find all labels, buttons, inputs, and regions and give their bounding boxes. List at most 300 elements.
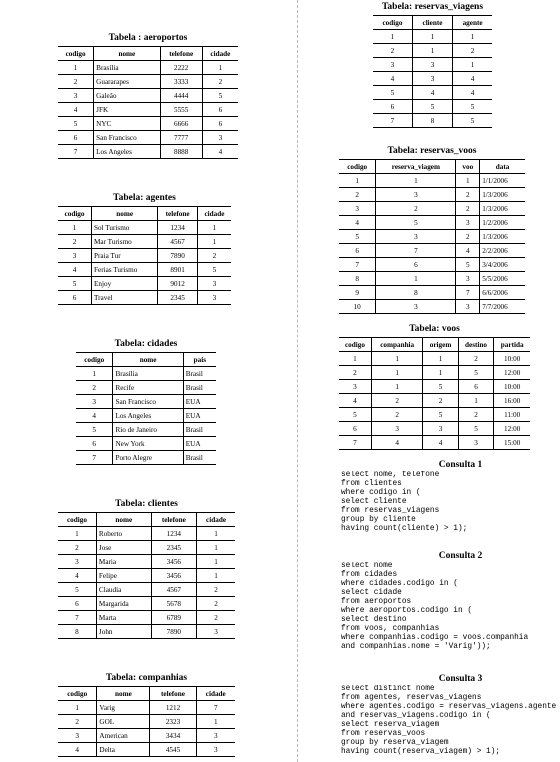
table-cell: 1 — [373, 30, 412, 44]
table-row — [76, 367, 216, 381]
table-cell: 2 — [58, 235, 92, 249]
table-cell: 6 — [339, 422, 371, 436]
table-cell: 2 — [58, 75, 94, 89]
table-cell: 5 — [423, 408, 458, 422]
table-cell: 4 — [423, 436, 458, 450]
table-row — [373, 100, 492, 114]
table-cell: 4 — [453, 86, 492, 100]
table-cell: JFK — [94, 103, 160, 117]
data-table — [58, 512, 235, 639]
consulta-3 — [341, 674, 560, 757]
column-header: codigo — [373, 16, 412, 30]
table-title: Tabela: reservas_voos — [387, 146, 477, 156]
table-cell: 4 — [453, 72, 492, 86]
table-cell: 5 — [458, 366, 494, 380]
table-cell: Brasil — [183, 367, 216, 381]
table-row — [58, 61, 238, 75]
consulta-2 — [341, 551, 560, 652]
table-cell: 2 — [58, 715, 97, 729]
table-cell: Travel — [92, 291, 158, 305]
column-header: data — [480, 160, 525, 174]
table-cell: 3 — [423, 422, 458, 436]
table-title: Tabela: cidades — [114, 339, 178, 349]
column-header: nome — [94, 47, 160, 61]
table-cell: 3 — [58, 249, 92, 263]
table-cell: 6 — [58, 131, 94, 145]
table-cell: Felipe — [96, 569, 151, 583]
table-reservas-viagens — [373, 2, 492, 128]
consulta-3-sql: select distinct nome from agentes, reservas_viagens where agentes.codigo = reservas_viagens.agente and reservas_viagens.codigo in ( select reserva_viagem from reservas_voos group by reserva_viagem having count(reserva_viagem) > 1); — [341, 685, 557, 756]
table-cell: 2 — [197, 597, 235, 611]
table-cell: 3333 — [160, 75, 202, 89]
table-cell: 2 — [371, 394, 423, 408]
table-cell: John — [96, 625, 151, 639]
table-cell: 3456 — [151, 569, 196, 583]
table-cell: 6 — [339, 244, 376, 258]
table-cell: 1 — [197, 541, 235, 555]
table-cell: 3 — [458, 436, 494, 450]
table-cell: 2 — [456, 202, 480, 216]
table-row — [58, 263, 231, 277]
table-cell: 1 — [376, 272, 456, 286]
column-divider — [297, 0, 298, 762]
table-cell: 1 — [197, 527, 235, 541]
table-cell: 1 — [456, 174, 480, 188]
table-row — [339, 394, 530, 408]
column-header: pais — [183, 353, 216, 367]
table-row — [76, 409, 216, 423]
table-row — [58, 145, 238, 159]
table-cell: 3 — [197, 291, 231, 305]
column-header: telefone — [150, 687, 196, 701]
column-header: cidade — [202, 47, 238, 61]
table-row — [339, 174, 525, 188]
table-cell: 1/1/2006 — [480, 174, 525, 188]
table-cell: 2 — [371, 408, 423, 422]
table-aeroportos — [58, 33, 238, 159]
table-row — [58, 611, 235, 625]
table-cell: 1 — [58, 527, 96, 541]
column-header: nome — [96, 513, 151, 527]
table-cell: 1 — [371, 366, 423, 380]
table-row — [58, 743, 235, 757]
table-cell: 3 — [58, 89, 94, 103]
table-cell: EUA — [183, 395, 216, 409]
table-cell: 5 — [458, 422, 494, 436]
table-cell: 1 — [197, 221, 231, 235]
table-row — [339, 272, 525, 286]
table-cell: Mar Turismo — [92, 235, 158, 249]
data-table — [76, 352, 216, 465]
table-cell: 2 — [456, 188, 480, 202]
table-row — [58, 555, 235, 569]
column-header: nome — [113, 353, 183, 367]
table-cell: 2 — [339, 366, 371, 380]
table-cell: 3 — [376, 230, 456, 244]
table-row — [58, 277, 231, 291]
table-cell: 3 — [412, 58, 452, 72]
table-cell: 7 — [58, 145, 94, 159]
column-header: nome — [97, 687, 150, 701]
table-cell: 3 — [339, 380, 371, 394]
table-cell: 1 — [423, 352, 458, 366]
table-cell: Jose — [96, 541, 151, 555]
table-cell: 12:00 — [494, 366, 530, 380]
table-cell: 2222 — [160, 61, 202, 75]
table-cell: Sol Turismo — [92, 221, 158, 235]
table-cell: 5 — [456, 258, 480, 272]
table-row — [76, 381, 216, 395]
table-cell: 1/3/2006 — [480, 202, 525, 216]
table-cell: 7890 — [158, 249, 198, 263]
table-cell: 1 — [196, 715, 235, 729]
table-cell: 5 — [376, 216, 456, 230]
table-cell: Claudia — [96, 583, 151, 597]
table-cell: 2 — [197, 249, 231, 263]
table-cell: 1 — [376, 174, 456, 188]
table-cell: 1/3/2006 — [480, 188, 525, 202]
column-header: destino — [458, 338, 494, 352]
column-header: partida — [494, 338, 530, 352]
table-cell: 2 — [339, 188, 376, 202]
table-cell: 8 — [58, 625, 96, 639]
table-row — [339, 244, 525, 258]
table-cell: EUA — [183, 409, 216, 423]
table-cell: 1 — [197, 235, 231, 249]
column-header: origem — [423, 338, 458, 352]
table-row — [339, 300, 525, 314]
table-cell: 3 — [376, 300, 456, 314]
table-row — [58, 597, 235, 611]
table-companhias — [58, 673, 235, 757]
consulta-2-sql: select nome from cidades where cidades.codigo in ( select cidade from aeroportos where aeroportos.codigo in ( select destino from voos, companhias where companhias.codigo = voos.companhia and companhias.nome = 'Varig')); — [341, 562, 529, 651]
consulta-1-sql: select nome, telefone from clientes where codigo in ( select cliente from reservas_viagens group by cliente having count(cliente) > 1); — [341, 471, 468, 533]
table-cell: Los Angeles — [113, 409, 183, 423]
header-row — [58, 513, 235, 527]
table-cell: 5 — [339, 230, 376, 244]
table-cell: 4 — [339, 216, 376, 230]
table-row — [58, 715, 235, 729]
table-row — [58, 291, 231, 305]
table-title: Tabela: reservas_viagens — [381, 2, 484, 12]
table-cell: 4545 — [150, 743, 196, 757]
table-title: Tabela: agentes — [113, 193, 176, 203]
table-row — [58, 75, 238, 89]
table-row — [339, 352, 530, 366]
table-cell: Galeão — [94, 89, 160, 103]
table-cell: 8888 — [160, 145, 202, 159]
table-cell: Brasil — [183, 381, 216, 395]
table-cell: 1 — [197, 555, 235, 569]
table-cell: Enjoy — [92, 277, 158, 291]
table-cell: 2/2/2006 — [480, 244, 525, 258]
table-cell: 3 — [456, 272, 480, 286]
table-cell: 6 — [373, 100, 412, 114]
table-cell: 3 — [412, 72, 452, 86]
column-header: cidade — [197, 207, 231, 221]
consulta-1 — [341, 460, 560, 534]
table-cell: 7 — [196, 701, 235, 715]
table-row — [339, 380, 530, 394]
table-row — [58, 103, 238, 117]
table-cell: 8901 — [158, 263, 198, 277]
column-header: nome — [92, 207, 158, 221]
table-cell: 5 — [412, 100, 452, 114]
table-cell: 8 — [412, 114, 452, 128]
table-row — [58, 729, 235, 743]
table-cell: 7 — [376, 244, 456, 258]
table-row — [58, 541, 235, 555]
table-cell: 4 — [58, 569, 96, 583]
table-row — [339, 286, 525, 300]
table-cell: 3 — [196, 729, 235, 743]
table-cell: NYC — [94, 117, 160, 131]
table-cell: 4 — [456, 244, 480, 258]
header-row — [58, 47, 238, 61]
table-cell: 3 — [456, 216, 480, 230]
table-cell: 6 — [202, 103, 238, 117]
consulta-2-title: Consulta 2 — [438, 551, 483, 561]
consulta-1-title: Consulta 1 — [438, 460, 483, 470]
table-cell: 3 — [58, 555, 96, 569]
table-cell: 3 — [202, 131, 238, 145]
table-cell: 8 — [376, 286, 456, 300]
table-cell: 3/4/2006 — [480, 258, 525, 272]
header-row — [339, 160, 525, 174]
table-row — [58, 569, 235, 583]
table-cell: 2323 — [150, 715, 196, 729]
table-cell: 7 — [58, 611, 96, 625]
header-row — [58, 207, 231, 221]
table-cell: Rio de Janeiro — [113, 423, 183, 437]
table-cell: 7777 — [160, 131, 202, 145]
table-voos — [339, 324, 530, 450]
table-row — [58, 117, 238, 131]
table-cell: 6 — [376, 258, 456, 272]
table-cell: 1/3/2006 — [480, 230, 525, 244]
header-row — [339, 338, 530, 352]
table-cell: 1 — [76, 367, 113, 381]
table-cell: 10:00 — [494, 380, 530, 394]
table-cell: Varig — [97, 701, 150, 715]
table-cell: 2 — [376, 202, 456, 216]
table-cell: Roberto — [96, 527, 151, 541]
table-cell: 15:00 — [494, 436, 530, 450]
table-row — [373, 30, 492, 44]
table-row — [339, 188, 525, 202]
table-cell: EUA — [183, 437, 216, 451]
table-cell: 5 — [58, 117, 94, 131]
table-cell: Praia Tur — [92, 249, 158, 263]
consulta-3-title: Consulta 3 — [438, 674, 483, 684]
table-title: Tabela: clientes — [115, 499, 178, 509]
table-cell: San Francisco — [113, 395, 183, 409]
table-cidades — [76, 339, 216, 465]
table-row — [373, 44, 492, 58]
column-header: companhia — [371, 338, 423, 352]
table-row — [373, 58, 492, 72]
table-cell: 6/6/2006 — [480, 286, 525, 300]
column-header: codigo — [76, 353, 113, 367]
table-cell: 5 — [453, 114, 492, 128]
table-cell: 1 — [458, 394, 494, 408]
table-row — [76, 423, 216, 437]
table-row — [339, 436, 530, 450]
table-cell: 2 — [76, 381, 113, 395]
table-cell: 7 — [456, 286, 480, 300]
table-cell: 1 — [371, 352, 423, 366]
table-cell: Brasília — [94, 61, 160, 75]
table-row — [339, 216, 525, 230]
table-row — [76, 437, 216, 451]
table-cell: 5678 — [151, 597, 196, 611]
table-cell: 11:00 — [494, 408, 530, 422]
table-cell: Marta — [96, 611, 151, 625]
data-table — [373, 15, 492, 128]
table-row — [58, 131, 238, 145]
table-title: Tabela: voos — [409, 324, 460, 334]
table-cell: Brasília — [113, 367, 183, 381]
table-cell: 2345 — [158, 291, 198, 305]
table-row — [58, 527, 235, 541]
table-cell: Ferias Turismo — [92, 263, 158, 277]
table-cell: 2 — [453, 44, 492, 58]
column-header: cidade — [196, 687, 235, 701]
table-cell: 1 — [339, 352, 371, 366]
table-cell: 1 — [58, 701, 97, 715]
table-cell: 1 — [412, 30, 452, 44]
table-cell: 1 — [371, 380, 423, 394]
table-title: Tabela : aeroportos — [108, 33, 188, 43]
table-cell: 6 — [58, 291, 92, 305]
table-cell: 6666 — [160, 117, 202, 131]
column-header: agente — [453, 16, 492, 30]
table-row — [339, 230, 525, 244]
table-row — [58, 249, 231, 263]
table-row — [339, 366, 530, 380]
table-cell: 5 — [339, 408, 371, 422]
header-row — [76, 353, 216, 367]
column-header: cliente — [412, 16, 452, 30]
table-row — [58, 235, 231, 249]
column-header: reserva_viagem — [376, 160, 456, 174]
table-cell: 7 — [373, 114, 412, 128]
table-cell: Maria — [96, 555, 151, 569]
table-cell: 2 — [197, 611, 235, 625]
table-cell: 5 — [453, 100, 492, 114]
table-row — [58, 583, 235, 597]
header-row — [373, 16, 492, 30]
header-row — [58, 687, 235, 701]
table-cell: 16:00 — [494, 394, 530, 408]
table-cell: 4 — [371, 436, 423, 450]
column-header: codigo — [58, 687, 97, 701]
table-cell: 2 — [458, 352, 494, 366]
table-cell: 5 — [197, 263, 231, 277]
column-header: telefone — [158, 207, 198, 221]
table-cell: 1/2/2006 — [480, 216, 525, 230]
column-header: codigo — [339, 160, 376, 174]
table-cell: 3 — [339, 202, 376, 216]
table-cell: 3 — [197, 277, 231, 291]
table-cell: Delta — [97, 743, 150, 757]
table-cell: 6 — [202, 117, 238, 131]
table-cell: Brasil — [183, 451, 216, 465]
table-cell: 2 — [456, 230, 480, 244]
table-cell: New York — [113, 437, 183, 451]
table-cell: 3434 — [150, 729, 196, 743]
table-cell: 3 — [376, 188, 456, 202]
table-cell: Margarida — [96, 597, 151, 611]
table-cell: 4 — [76, 409, 113, 423]
table-cell: 3 — [58, 729, 97, 743]
table-cell: 5 — [423, 380, 458, 394]
table-row — [76, 451, 216, 465]
column-header: codigo — [58, 207, 92, 221]
table-cell: American — [97, 729, 150, 743]
table-cell: 3 — [371, 422, 423, 436]
table-cell: 4567 — [151, 583, 196, 597]
table-cell: 4 — [339, 394, 371, 408]
table-clientes — [58, 499, 235, 639]
table-cell: 1 — [339, 174, 376, 188]
table-cell: 4 — [373, 72, 412, 86]
table-cell: 1212 — [150, 701, 196, 715]
table-cell: 1 — [423, 366, 458, 380]
table-cell: 7 — [339, 436, 371, 450]
table-cell: 2 — [373, 44, 412, 58]
table-cell: Porto Alegre — [113, 451, 183, 465]
table-cell: 2 — [58, 541, 96, 555]
data-table — [58, 46, 238, 159]
table-row — [373, 72, 492, 86]
table-cell: 5 — [76, 423, 113, 437]
table-row — [58, 625, 235, 639]
table-cell: 2 — [202, 75, 238, 89]
table-cell: 2 — [197, 583, 235, 597]
table-cell: 5 — [373, 86, 412, 100]
table-cell: Brasil — [183, 423, 216, 437]
table-cell: 5 — [58, 277, 92, 291]
table-cell: 1 — [412, 44, 452, 58]
table-cell: 7890 — [151, 625, 196, 639]
table-cell: 6 — [76, 437, 113, 451]
table-cell: 6 — [58, 597, 96, 611]
column-header: codigo — [339, 338, 371, 352]
table-cell: Recife — [113, 381, 183, 395]
table-cell: 5 — [202, 89, 238, 103]
table-cell: 7 — [339, 258, 376, 272]
data-table — [339, 337, 530, 450]
table-cell: 4444 — [160, 89, 202, 103]
table-cell: 5/5/2006 — [480, 272, 525, 286]
table-row — [76, 395, 216, 409]
table-cell: 1 — [453, 30, 492, 44]
column-header: codigo — [58, 47, 94, 61]
table-row — [339, 258, 525, 272]
table-cell: 1234 — [151, 527, 196, 541]
table-row — [58, 221, 231, 235]
table-cell: Los Angeles — [94, 145, 160, 159]
table-agentes — [58, 193, 231, 305]
table-cell: 10:00 — [494, 352, 530, 366]
table-cell: 2 — [458, 408, 494, 422]
table-cell: 5 — [58, 583, 96, 597]
table-row — [58, 701, 235, 715]
table-cell: 4 — [202, 145, 238, 159]
table-cell: 3 — [373, 58, 412, 72]
table-row — [339, 408, 530, 422]
